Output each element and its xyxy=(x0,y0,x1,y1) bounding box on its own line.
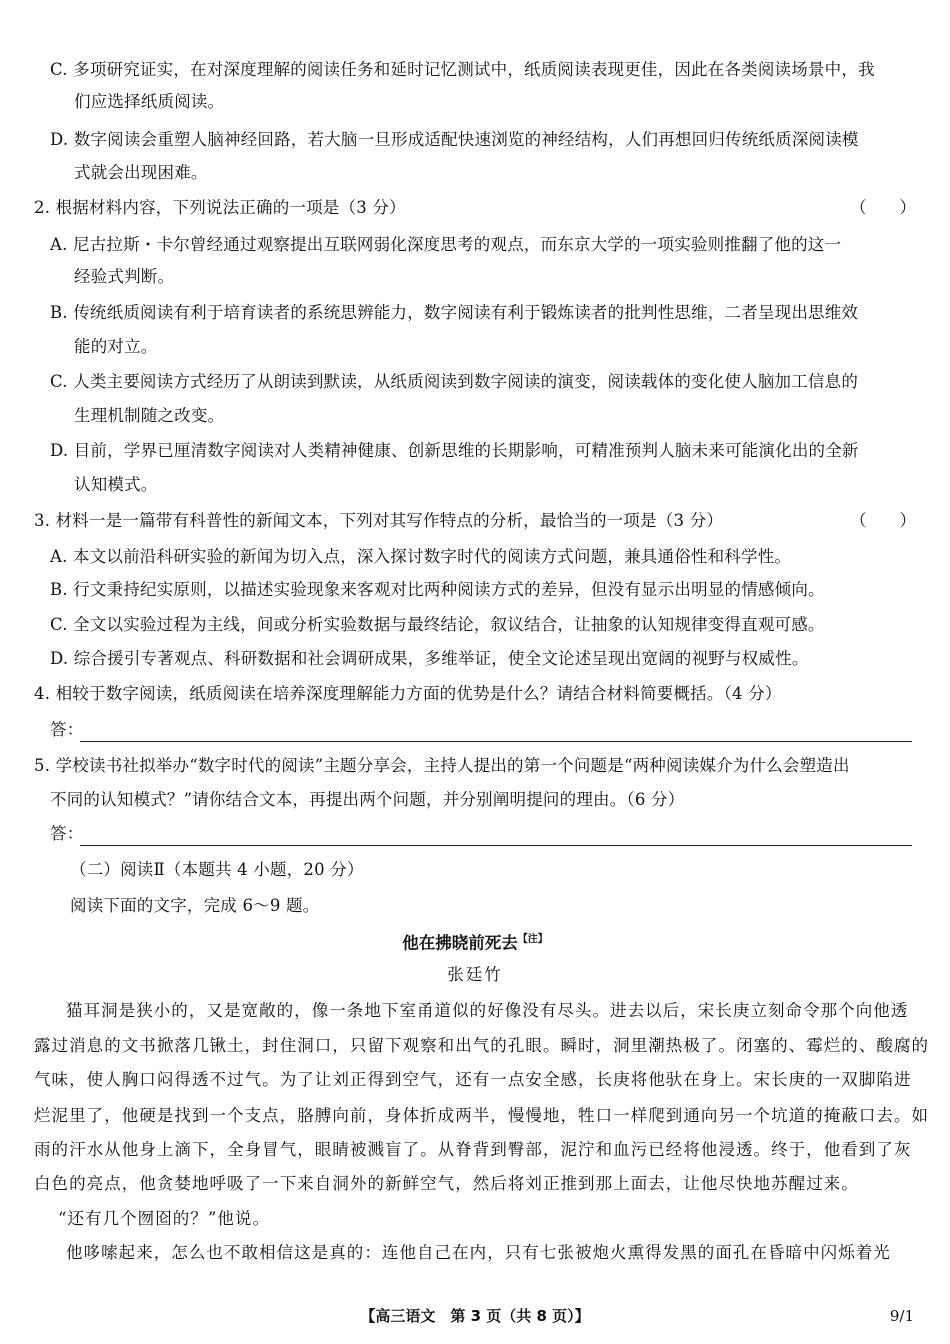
story-p1-line2: 露过消息的文书掀落几锹土，封住洞口，只留下观察和出气的孔眼。瞬时，洞里潮热极了。闭塞的、霉烂的、酸腐的 xyxy=(34,1036,930,1055)
page-footer: 【高三语文 第 3 页（共 8 页）】 xyxy=(360,1307,590,1325)
q3-option-d: D. 综合援引专著观点、科研数据和社会调研成果，多维举证，使全文论述呈现出宽阔的视野与权威性。 xyxy=(50,649,809,668)
q2-answer-paren: （ ） xyxy=(850,198,916,217)
q2-option-d-line2: 认知模式。 xyxy=(74,475,158,494)
q3-answer-paren: （ ） xyxy=(850,511,916,530)
q5-stem-line1: 5. 学校读书社拟举办“数字时代的阅读”主题分享会，主持人提出的第一个问题是“两种阅读媒介为什么会塑造出 xyxy=(34,756,850,775)
story-p2: “还有几个囫囵的？”他说。 xyxy=(58,1209,271,1228)
q3-option-b: B. 行文秉持纪实原则，以描述实验现象来客观对比两种阅读方式的差异，但没有显示出明显的情感倾向。 xyxy=(50,580,825,599)
story-p1-line1: 猫耳洞是狭小的，又是宽敞的，像一条地下室甬道似的好像没有尽头。进去以后，宋长庚立刻命令那个向他透 xyxy=(66,1001,909,1020)
story-p1-line4: 烂泥里了，他硬是找到一个支点，胳膊向前，身体折成两半，慢慢地，牲口一样爬到通向另一个坑道的掩蔽口去。如 xyxy=(34,1106,930,1125)
q3-option-a: A. 本文以前沿科研实验的新闻为切入点，深入探讨数字时代的阅读方式问题，兼具通俗性和科学性。 xyxy=(50,547,792,566)
q4-stem: 4. 相较于数字阅读，纸质阅读在培养深度理解能力方面的优势是什么？请结合材料简要概括。（4 分） xyxy=(34,684,782,703)
story-title-note: 【注】 xyxy=(517,934,548,945)
q2-option-b-line2: 能的对立。 xyxy=(74,337,158,356)
q2-option-c-line2: 生理机制随之改变。 xyxy=(74,406,225,425)
q2-option-c-line1: C. 人类主要阅读方式经历了从朗读到默读，从纸质阅读到数字阅读的演变，阅读载体的变化使人脑加工信息的 xyxy=(50,372,859,391)
story-p1-line5: 雨的汗水从他身上滴下，全身冒气，眼睛被溅盲了。从脊背到臀部，泥泞和血污已经将他浸透。终于，他看到了灰 xyxy=(34,1140,912,1159)
story-title-text: 他在拂晓前死去 xyxy=(402,933,518,953)
q3-stem: 3. 材料一是一篇带有科普性的新闻文本，下列对其写作特点的分析，最恰当的一项是（3 分） xyxy=(34,511,724,530)
q1-option-c-line2: 们应选择纸质阅读。 xyxy=(74,92,225,111)
q3-option-c: C. 全文以实验过程为主线，间或分析实验数据与最终结论，叙议结合，让抽象的认知规律变得直观可感。 xyxy=(50,615,825,634)
page-code: 9/1 xyxy=(889,1307,914,1325)
q2-option-d-line1: D. 目前，学界已厘清数字阅读对人类精神健康、创新思维的长期影响，可精准预判人脑未来可能演化出的全新 xyxy=(50,441,859,460)
q2-option-a-line1: A. 尼古拉斯・卡尔曾经通过观察提出互联网弱化深度思考的观点，而东京大学的一项实验则推翻了他的这一 xyxy=(50,235,842,254)
q4-answer-label: 答： xyxy=(50,720,84,739)
q1-option-d-line1: D. 数字阅读会重塑人脑神经回路，若大脑一旦形成适配快速浏览的神经结构，人们再想回归传统纸质深阅读模 xyxy=(50,130,859,149)
q5-stem-line2: 不同的认知模式？”请你结合文本，再提出两个问题，并分别阐明提问的理由。（6 分） xyxy=(50,790,685,809)
story-p3-line1: 他哆嗦起来，怎么也不敢相信这是真的：连他自己在内，只有七张被炮火熏得发黑的面孔在昏暗中闪烁着光 xyxy=(66,1243,891,1262)
q2-stem: 2. 根据材料内容，下列说法正确的一项是（3 分） xyxy=(34,198,406,217)
story-p1-line3: 气味，使人胸口闷得透不过气。为了让刘正得到空气，还有一点安全感，长庚将他驮在身上。宋长庚的一双脚陷进 xyxy=(34,1070,912,1089)
story-p1-line6: 白色的亮点，他贪婪地呼吸了一下来自洞外的新鲜空气，然后将刘正推到那上面去，让他尽快地苏醒过来。 xyxy=(34,1174,859,1193)
q5-answer-line[interactable] xyxy=(80,845,912,846)
q2-option-a-line2: 经验式判断。 xyxy=(74,267,175,286)
section-instruction: 阅读下面的文字，完成 6～9 题。 xyxy=(70,896,320,915)
section-heading: （二）阅读Ⅱ（本题共 4 小题，20 分） xyxy=(70,860,364,879)
story-author: 张廷竹 xyxy=(447,965,503,984)
q5-answer-label: 答： xyxy=(50,824,84,843)
q4-answer-line[interactable] xyxy=(80,741,912,742)
q2-option-b-line1: B. 传统纸质阅读有利于培育读者的系统思辨能力，数字阅读有利于锻炼读者的批判性思维，二者呈现出思维效 xyxy=(50,303,859,322)
q1-option-c-line1: C. 多项研究证实，在对深度理解的阅读任务和延时记忆测试中，纸质阅读表现更佳，因此在各类阅读场景中，我 xyxy=(50,60,875,79)
story-title xyxy=(0,929,950,955)
q1-option-d-line2: 式就会出现困难。 xyxy=(74,163,208,182)
